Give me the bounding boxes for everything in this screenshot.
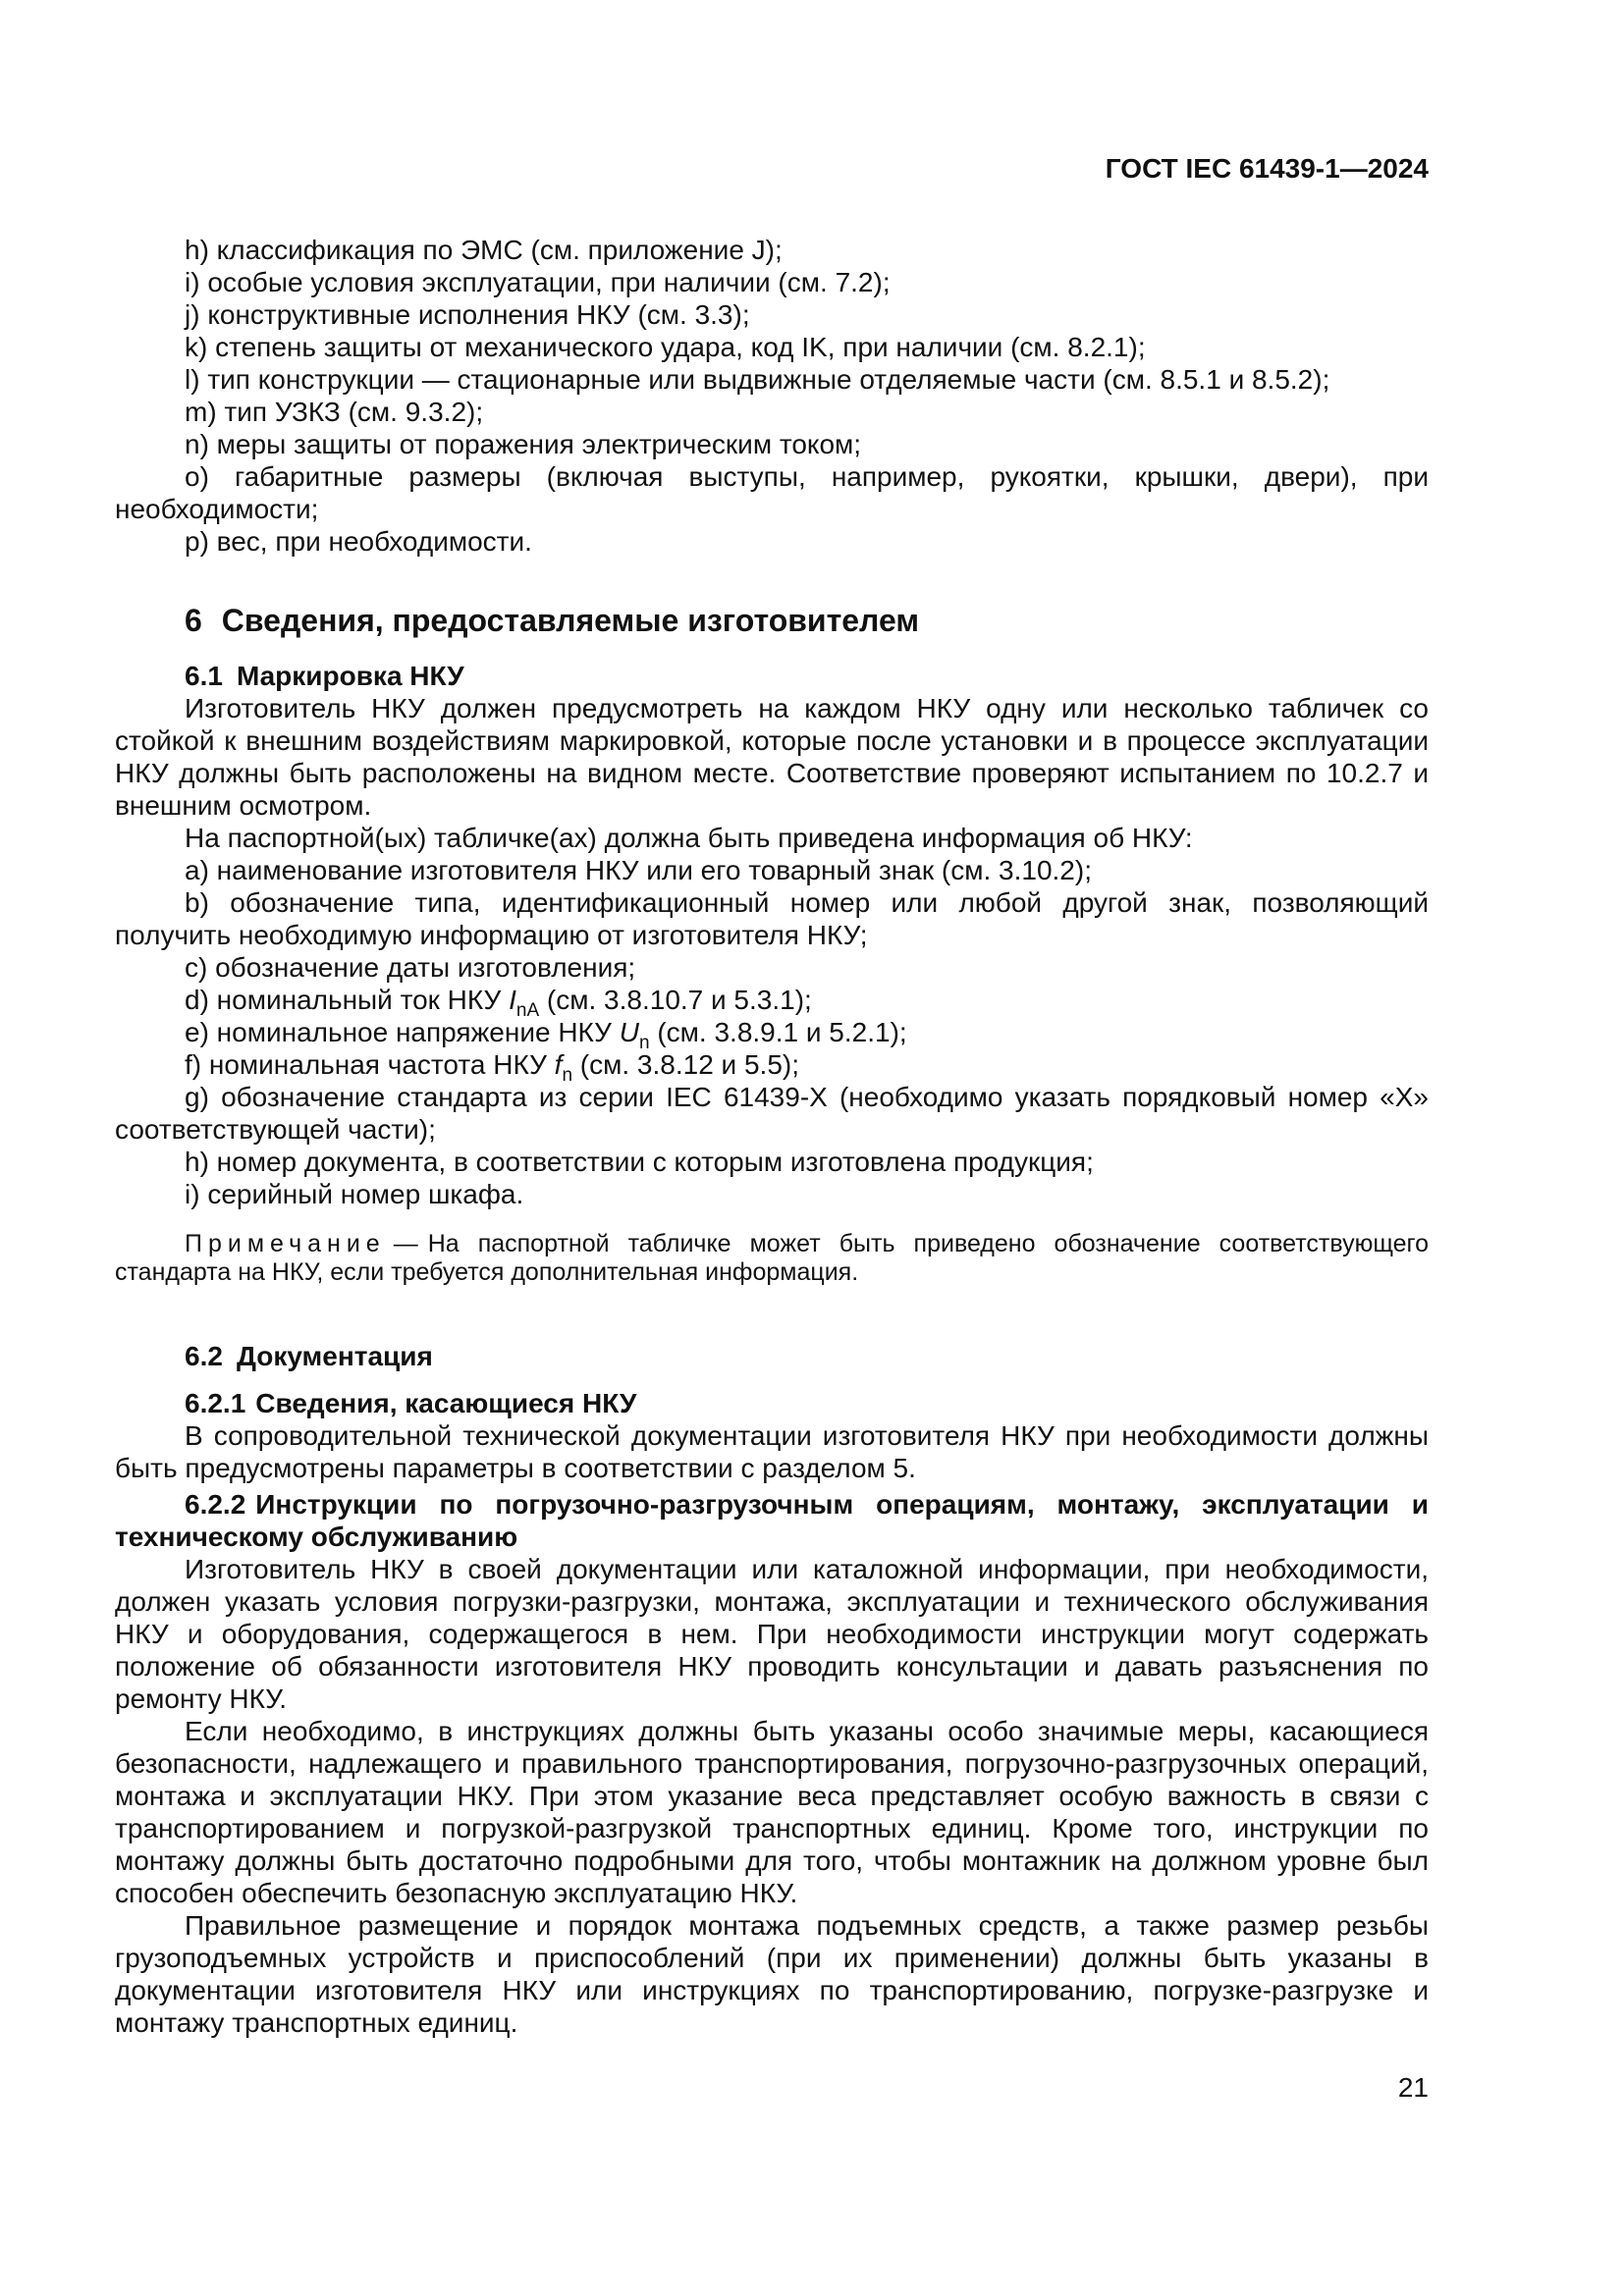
section-number: 6 — [185, 603, 202, 638]
section-title: Сведения, предоставляемые изготовителем — [221, 603, 919, 638]
symbol-subscript: n — [562, 1065, 573, 1086]
section-6-1-heading — [115, 660, 1429, 692]
list-item-text: e) номинальное напряжение НКУ — [185, 1017, 620, 1047]
list-item-text: (см. 3.8.12 и 5.5); — [572, 1049, 800, 1080]
paragraph: Если необходимо, в инструкциях должны быть указаны особо значимые меры, касающиеся безопасности, надлежащего и правильного транспортирования, погрузочно-разгрузочных операций, монтажа и эксплуатации НКУ. При этом указание веса представляет особую важность в связи с транспортированием и погрузкой-разгрузкой транспортных единиц. Кроме того, инструкции по монтажу должны быть достаточно подробными для того, чтобы монтажник на должном уровне был способен обеспечить безопасную эксплуатацию НКУ. — [115, 1716, 1429, 1908]
note-text: На паспортной табличке может быть приведено обозначение соответствующего стандарта на НКУ, если требуется дополнительная информация. — [115, 1230, 1429, 1286]
list-item-text: (см. 3.8.9.1 и 5.2.1); — [649, 1017, 907, 1047]
list-item: b) обозначение типа, идентификационный номер или любой другой знак, позволяющий получить необходимую информацию от изготовителя НКУ; — [115, 887, 1429, 950]
list-item — [115, 1016, 1429, 1053]
symbol-subscript: n — [638, 1033, 650, 1053]
paragraph: На паспортной(ых) табличке(ах) должна быть приведена информация об НКУ: — [185, 823, 1193, 853]
list-item — [115, 1048, 1429, 1086]
list-item — [115, 984, 1429, 1021]
note-label: Примечание — [185, 1230, 386, 1257]
nameplate-list-a-i — [115, 854, 1429, 1210]
section-6-2-2-heading — [115, 1488, 1429, 1553]
symbol-rated-voltage: U — [619, 1017, 639, 1047]
section-number: 6.1 — [185, 661, 223, 691]
paragraph: Изготовитель НКУ должен предусмотреть на каждом НКУ одну или несколько табличек со стойкой к внешним воздействиям маркировкой, которые после установки и в процессе эксплуатации НКУ должны быть расположены на видном месте. Соответствие проверяют испытанием по 10.2.7 и внешним осмотром. — [115, 693, 1429, 821]
list-item: p) вес, при необходимости. — [185, 526, 532, 557]
section-title: Маркировка НКУ — [236, 661, 464, 691]
paragraph: В сопроводительной технической документации изготовителя НКУ при необходимости должны быть предусмотрены параметры в соответствии с разделом 5. — [115, 1420, 1429, 1483]
paragraph: Правильное размещение и порядок монтажа подъемных средств, а также размер резьбы грузоподъемных устройств и приспособлений (при их применении) должны быть указаны в документации изготовителя НКУ или инструкциях по транспортированию, погрузке-разгрузке и монтажу транспортных единиц. — [115, 1910, 1429, 2038]
list-item: l) тип конструкции — стационарные или выдвижные отделяемые части (см. 8.5.1 и 8.5.2); — [185, 364, 1330, 395]
section-6-heading — [115, 601, 1429, 640]
list-item: i) особые условия эксплуатации, при наличии (см. 7.2); — [185, 267, 891, 297]
list-item: n) меры защиты от поражения электрическим током; — [185, 429, 862, 459]
list-item: a) наименование изготовителя НКУ или его товарный знак (см. 3.10.2); — [185, 855, 1092, 885]
section-title: Инструкции по погрузочно-разгрузочным операциям, монтажу, эксплуатации и техническому обслуживанию — [115, 1489, 1429, 1552]
list-item-text: (см. 3.8.10.7 и 5.3.1); — [539, 985, 812, 1015]
list-item: m) тип УЗКЗ (см. 9.3.2); — [185, 397, 484, 427]
note-dash: — — [393, 1230, 418, 1257]
list-item: k) степень защиты от механического удара, код IK, при наличии (см. 8.2.1); — [185, 332, 1146, 362]
page-content — [115, 0, 1429, 2039]
list-item-text: f) номинальная частота НКУ — [185, 1049, 555, 1080]
list-item: h) номер документа, в соответствии с которым изготовлена продукция; — [185, 1147, 1094, 1177]
section-number: 6.2 — [185, 1341, 223, 1371]
list-item: o) габаритные размеры (включая выступы, например, рукоятки, крышки, двери), при необходимости; — [115, 461, 1429, 524]
section-number: 6.2.1 — [185, 1388, 246, 1418]
symbol-rated-current: I — [509, 985, 516, 1015]
section-title: Документация — [236, 1341, 433, 1371]
symbol-rated-frequency: f — [554, 1049, 563, 1080]
section-6-2-1-heading — [115, 1387, 1429, 1419]
section-6-2-heading — [115, 1340, 1429, 1372]
list-item-text: d) номинальный ток НКУ — [185, 985, 510, 1015]
note — [115, 1230, 1429, 1287]
enumeration-list-h-p — [115, 234, 1429, 558]
list-item: g) обозначение стандарта из серии IEC 61439-X (необходимо указать порядковый номер «X» соответствующей части); — [115, 1082, 1429, 1145]
list-item: c) обозначение даты изготовления; — [185, 952, 636, 983]
section-title: Сведения, касающиеся НКУ — [255, 1388, 637, 1418]
doc-code-header: ГОСТ IEC 61439-1—2024 — [1105, 153, 1429, 184]
page-number: 21 — [1397, 2072, 1429, 2103]
paragraph: Изготовитель НКУ в своей документации или каталожной информации, при необходимости, должен указать условия погрузки-разгрузки, монтажа, эксплуатации и технического обслуживания НКУ и оборудования, содержащегося в нем. При необходимости инструкции могут содержать положение об обязанности изготовителя НКУ проводить консультации и давать разъяснения по ремонту НКУ. — [115, 1554, 1429, 1714]
symbol-subscript: nA — [515, 1000, 540, 1021]
list-item: j) конструктивные исполнения НКУ (см. 3.3); — [185, 299, 750, 330]
section-number: 6.2.2 — [185, 1489, 246, 1520]
list-item: h) классификация по ЭМС (см. приложение J); — [185, 235, 783, 265]
list-item: i) серийный номер шкафа. — [185, 1179, 524, 1209]
